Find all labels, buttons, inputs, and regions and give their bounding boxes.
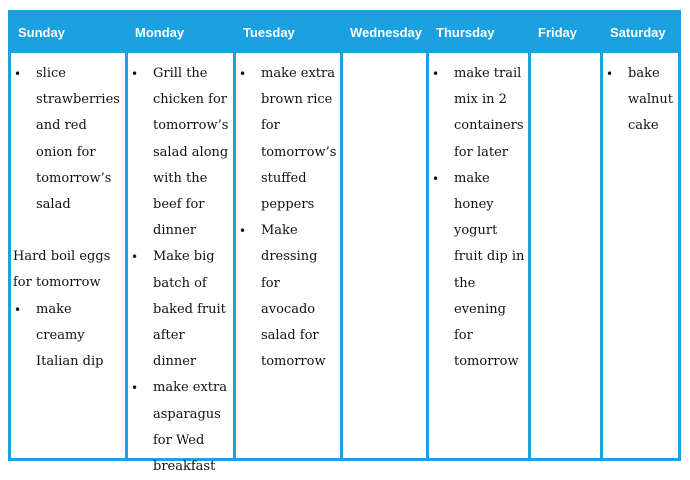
- task-item: [236, 218, 340, 375]
- day-body-saturday: [603, 53, 678, 458]
- task-text: make honey yogurt fruit dip in the evening for tomorrow: [454, 170, 525, 370]
- day-header-monday: Monday: [128, 13, 233, 53]
- task-item: [429, 166, 528, 376]
- day-column-sunday: [11, 13, 128, 458]
- bullet-icon: •: [14, 67, 22, 81]
- day-header-friday: Friday: [531, 13, 600, 53]
- day-body-thursday: [429, 53, 528, 458]
- day-header-tuesday: Tuesday: [236, 13, 340, 53]
- day-header-wednesday: Wednesday: [343, 13, 426, 53]
- bullet-icon: •: [606, 67, 614, 81]
- bullet-icon: •: [131, 67, 139, 81]
- task-item: [128, 244, 233, 375]
- task-item: [11, 61, 125, 218]
- day-header-sunday: Sunday: [11, 13, 125, 53]
- day-column-thursday: [429, 13, 531, 458]
- day-column-saturday: [603, 13, 678, 458]
- task-text: Grill the chicken for tomorrow’s salad along with the beef for dinner: [153, 66, 229, 239]
- task-list: [11, 61, 125, 218]
- task-text: make creamy Italian dip: [36, 301, 104, 370]
- day-column-wednesday: [343, 13, 429, 458]
- bullet-icon: •: [432, 67, 440, 81]
- task-item: [603, 61, 678, 140]
- task-text: bake walnut cake: [628, 66, 674, 134]
- day-column-friday: [531, 13, 603, 458]
- bullet-icon: •: [14, 302, 22, 317]
- task-item: [236, 61, 340, 218]
- bullet-icon: •: [239, 67, 247, 81]
- bullet-icon: •: [131, 381, 139, 396]
- bullet-icon: •: [239, 224, 247, 239]
- day-body-sunday: [11, 53, 125, 458]
- task-text: Make dressing for avocado salad for tomorrow: [261, 223, 326, 370]
- bullet-icon: •: [432, 171, 440, 186]
- task-list: [603, 61, 678, 140]
- task-list: [11, 297, 125, 376]
- spacer: [11, 218, 125, 244]
- day-body-tuesday: [236, 53, 340, 458]
- day-column-monday: [128, 13, 236, 475]
- weekly-prep-planner: [8, 10, 681, 475]
- task-item: [429, 61, 528, 166]
- day-header-thursday: Thursday: [429, 13, 528, 53]
- day-body-wednesday: [343, 53, 426, 458]
- task-list: [128, 61, 233, 480]
- task-list: [429, 61, 528, 375]
- bullet-icon: •: [131, 250, 139, 265]
- task-text: Make big batch of baked fruit after dinner: [153, 249, 226, 370]
- task-item: [128, 61, 233, 244]
- day-header-saturday: Saturday: [603, 13, 678, 53]
- day-body-friday: [531, 53, 600, 458]
- day-body-monday: [128, 53, 233, 480]
- note-text: Hard boil eggs for tomorrow: [13, 249, 111, 291]
- task-list: [236, 61, 340, 375]
- task-text: slice strawberries and red onion for tomorrow’s salad: [36, 66, 120, 213]
- task-text: make extra brown rice for tomorrow’s stuffed peppers: [261, 66, 337, 213]
- day-column-tuesday: [236, 13, 343, 458]
- task-item: [11, 297, 125, 376]
- task-item: [128, 375, 233, 480]
- task-text: make trail mix in 2 containers for later: [454, 66, 524, 160]
- task-text: make extra asparagus for Wed breakfast: [153, 380, 227, 475]
